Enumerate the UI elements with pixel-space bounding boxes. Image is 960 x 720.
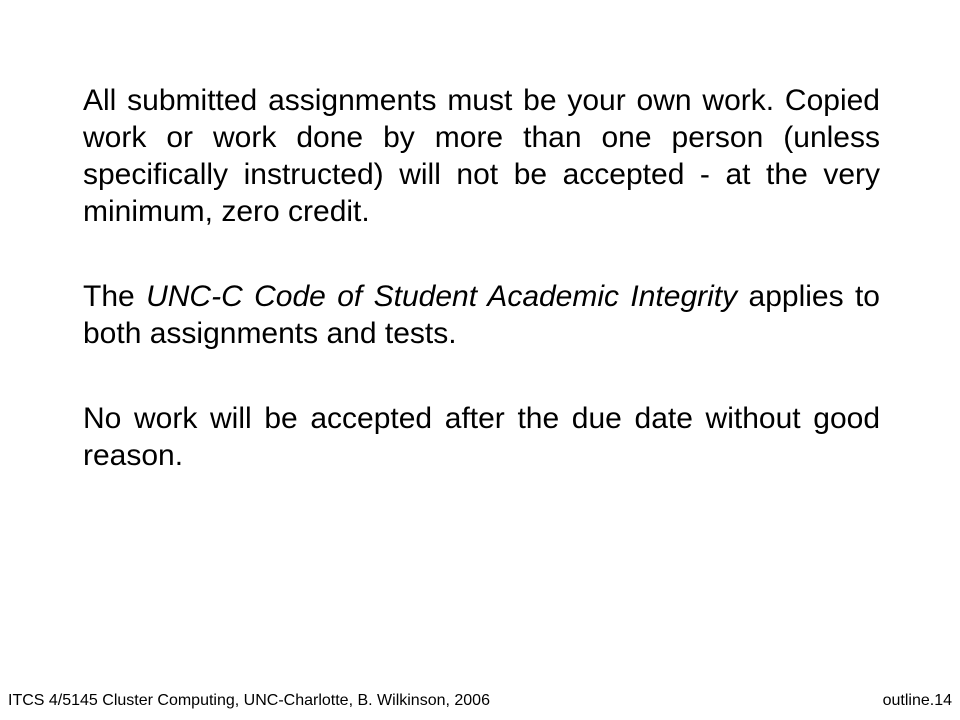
academic-integrity-code-title: UNC-C Code of Student Academic Integrity	[146, 280, 738, 313]
academic-integrity-suffix: applies to both assignments and tests.	[83, 280, 880, 350]
course-credit: ITCS 4/5145 Cluster Computing, UNC-Charlotte, B. Wilkinson, 2006	[8, 692, 490, 709]
slide-number: outline.14	[882, 692, 952, 709]
academic-integrity-paragraph	[83, 278, 880, 352]
late-work-policy-paragraph: No work will be accepted after the due date without good reason.	[83, 402, 880, 472]
slide-body	[83, 82, 880, 474]
slide-footer	[8, 691, 952, 711]
academic-integrity-prefix: The	[83, 280, 147, 313]
plagiarism-policy-paragraph: All submitted assignments must be your own work. Copied work or work done by more than one person (unless specifically instructed) will not be accepted - at the very minimum, zero credit.	[83, 84, 880, 228]
